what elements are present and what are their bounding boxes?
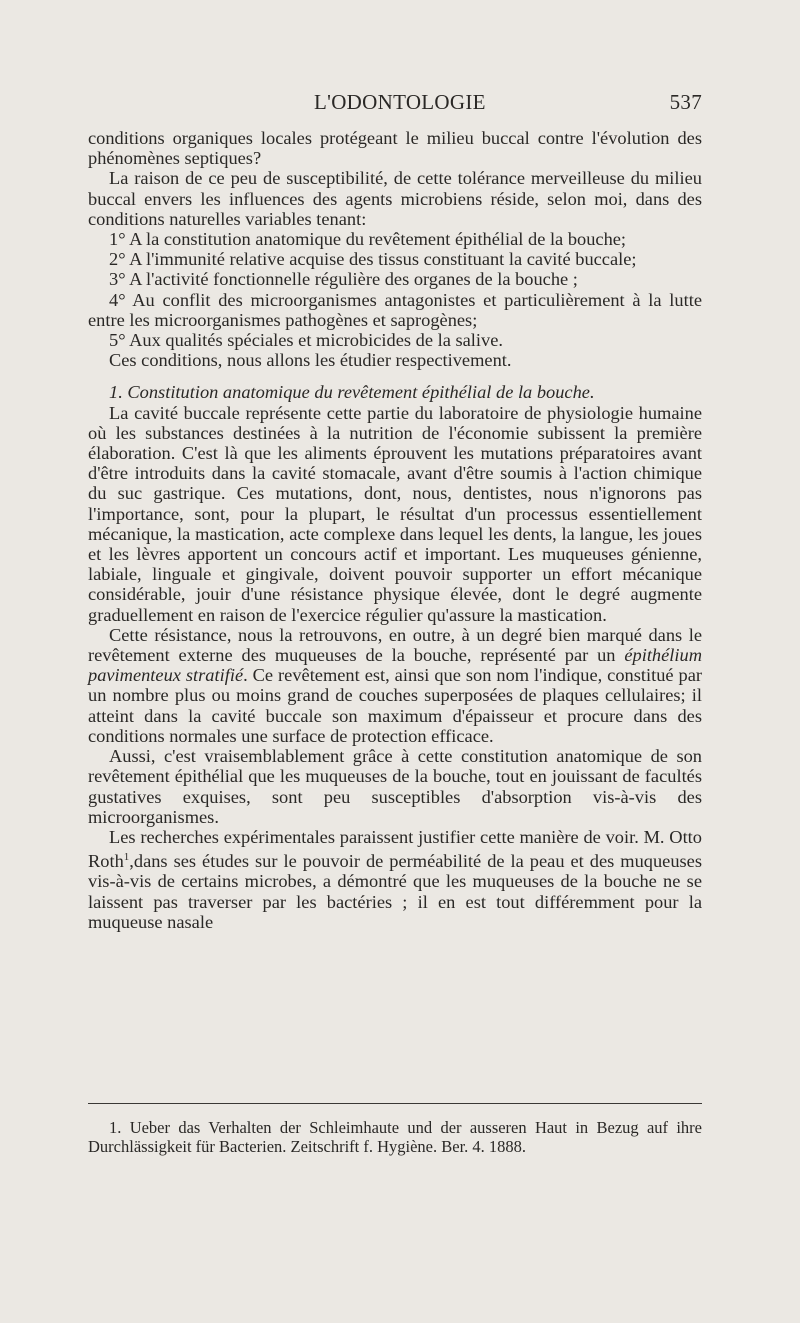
paragraph-resistance [88, 625, 702, 746]
footnote-rule [88, 1103, 702, 1104]
list-item-5: 5° Aux qualités spéciales et microbicides de la salive. [109, 330, 503, 351]
section-heading-text: 1. Constitution anatomique du revêtement épithélial de la bouche. [109, 382, 595, 403]
list-item-4: 4° Au conflit des microorganismes antagonistes et particulièrement à la lutte entre les microorganismes pathogènes et saprogènes; [88, 289, 702, 330]
paragraph-resistance-end: . Ce revêtement est, ainsi que son nom l'indique, constitué par un nombre plus ou moins grand de couches superposées de plaques cellulaires; il atteint dans la cavité buccale son maximum d'épaisseur et procure dans des conditions normales une surface de protection efficace. [88, 665, 703, 746]
paragraph-research-end: ,dans ses études sur le pouvoir de perméabilité de la peau et des muqueuses vis-à-vis de certains microbes, a démontré que les muqueuses de la bouche ne se laissent pas traverser par les bactéries ; il en est tout différemment pour la muqueuse nasale [88, 851, 702, 932]
list-item-1: 1° A la constitution anatomique du revêtement épithélial de la bouche; [109, 229, 627, 250]
page-number: 537 [669, 90, 702, 114]
paragraph-resistance-start: Cette résistance, nous la retrouvons, en outre, à un degré bien marqué dans le revêtement externe des muqueuses de la bouche, représenté par un [88, 624, 702, 666]
footnote-marker: 1 [123, 851, 130, 864]
paragraph-oral-cavity: La cavité buccale représente cette partie du laboratoire de physiologie humaine où les substances destinées à la nutrition de l'économie subissent la première élaboration. C'est là que les aliments éprouvent les mutations préparatoires avant d'être introduits dans la cavité stomacale, avant d'être soumis à l'action chimique du suc gastrique. Ces mutations, dont, nous, dentistes, nous n'ignorons pas l'importance, sont, pour la plupart, le résultat d'un processus essentiellement mécanique, la mastication, acte complexe dans lequel les dents, la langue, les joues et les lèvres apportent un concours actif et important. Les muqueuses génienne, labiale, linguale et gingivale, doivent pouvoir supporter un effort mécanique considérable, jouir d'une résistance physique élevée, dont le degré augmente graduellement en raison de l'exercice régulier qu'assure la mastication. [88, 402, 702, 625]
list-item-2: 2° A l'immunité relative acquise des tissus constituant la cavité buccale; [109, 249, 637, 270]
paragraph-anatomy: Aussi, c'est vraisemblablement grâce à cette constitution anatomique de son revêtement épithélial que les muqueuses de la bouche, tout en jouissant de facultés gustatives exquises, sont peu susceptibles d'absorption vis-à-vis des microorganismes. [88, 746, 702, 827]
running-header [88, 90, 702, 118]
body-text [88, 128, 702, 932]
paragraph-transition: Ces conditions, nous allons les étudier respectivement. [109, 350, 512, 371]
footnote: 1. Ueber das Verhalten der Schleimhaute und der ausseren Haut in Bezug auf ihre Durchlässigkeit für Bacterien. Zeitschrift f. Hygiène. Ber. 4. 1888. [88, 1118, 702, 1156]
paragraph-research-start: Les recherches expérimentales paraissent justifier cette manière de voir. M. Otto Roth [88, 826, 702, 872]
paragraph-research [88, 827, 702, 932]
paragraph-intro: La raison de ce peu de susceptibilité, de cette tolérance merveilleuse du milieu buccal envers les influences des agents microbiens réside, selon moi, dans des conditions naturelles variables tenant: [88, 168, 702, 229]
paragraph-continuation: conditions organiques locales protégeant le milieu buccal contre l'évolution des phénomènes septiques? [88, 128, 702, 169]
italic-term: épithélium pavimenteux stratifié [88, 645, 702, 686]
section-heading [88, 382, 702, 402]
list-item-3: 3° A l'activité fonctionnelle régulière des organes de la bouche ; [109, 269, 578, 290]
running-title: L'ODONTOLOGIE [314, 90, 486, 114]
